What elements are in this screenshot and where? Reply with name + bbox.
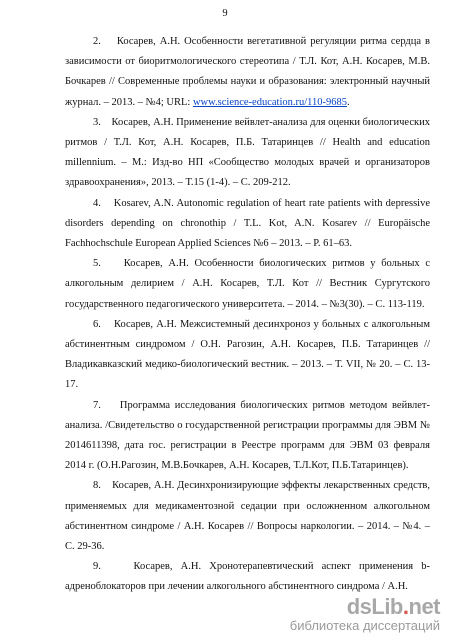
reference-item-7: 7. Программа исследования биологических ритмов методом вейвлет-анализа. /Свидетельство о государственной регистрации программы для ЭВМ № 2014611398, дата гос. регистрации в Реестре программ для ЭВМ 03 февраля 2014 г. (О.Н.Рагозин, М.В.Бочкарев, А.Н. Косарев, Т.Л.Кот, П.Б.Татаринцев).	[65, 399, 430, 472]
reference-item-9: 9. Косарев, А.Н. Хронотерапевтический аспект применения b-адреноблокаторов при лечении алкогольного абстинентного синдрома / А.Н.	[65, 561, 430, 593]
page-number: 9	[222, 8, 228, 19]
reference-list	[65, 32, 430, 598]
watermark	[290, 596, 440, 633]
reference-item-4: 4. Kosarev, A.N. Autonomic regulation of heart rate patients with depressive disorders depending on chronothip / T.L. Kot, A.N. Kosarev // Europäische Fachhochschule European Applied Sciences №6 – 2013. – P. 61–63.	[65, 197, 430, 250]
reference-item-6: 6. Косарев, А.Н. Межсистемный десинхроноз у больных с алкогольным абстинентным синдромом / О.Н. Рагозин, А.Н. Косарев, П.Б. Татаринцев // Владикавказский медико-биологический вестник. – 2013. – Т. VII, № 20. – С. 13-17.	[65, 318, 430, 391]
watermark-tagline: библиотека диссертаций	[289, 618, 440, 633]
reference-item-8: 8. Косарев, А.Н. Десинхронизирующие эффекты лекарственных средств, применяемых для медикаментозной седации при осложненном алкогольном абстинентном синдроме / А.Н. Косарев // Вопросы наркологии. – 2014. – №4. – С. 29-36.	[65, 480, 430, 553]
reference-item-3: 3. Косарев, А.Н. Применение вейвлет-анализа для оценки биологических ритмов / Т.Л. Кот, А.Н. Косарев, П.Б. Татаринцев // Health and education millennium. – М.: Изд-во НП «Сообщество молодых врачей и организаторов здравоохранения», 2013. – Т.15 (1-4). – С. 209-212.	[65, 116, 430, 189]
reference-text: 2. Косарев, А.Н. Особенности вегетативной регуляции ритма сердца в зависимости от биоритмологического стереотипа / Т.Л. Кот, А.Н. Косарев, М.В. Бочкарев // Современные проблемы науки и образования: электронный научный журнал. – 2013. – №4; URL:	[65, 36, 430, 108]
reference-text-end: .	[347, 96, 350, 108]
reference-url-link[interactable]: www.science-education.ru/110-9685	[192, 96, 348, 108]
watermark-logo-dot: .	[402, 594, 409, 619]
watermark-logo	[290, 596, 440, 618]
watermark-logo-tld: net	[408, 594, 440, 619]
watermark-logo-main: dsLib	[346, 594, 403, 619]
reference-item-5: 5. Косарев, А.Н. Особенности биологических ритмов у больных с алкогольным делирием / А.Н. Косарев, Т.Л. Кот // Вестник Сургутского государственного педагогического университета. – 2014. – №3(30). – С. 113-119.	[65, 258, 430, 310]
reference-item-2	[65, 32, 430, 113]
